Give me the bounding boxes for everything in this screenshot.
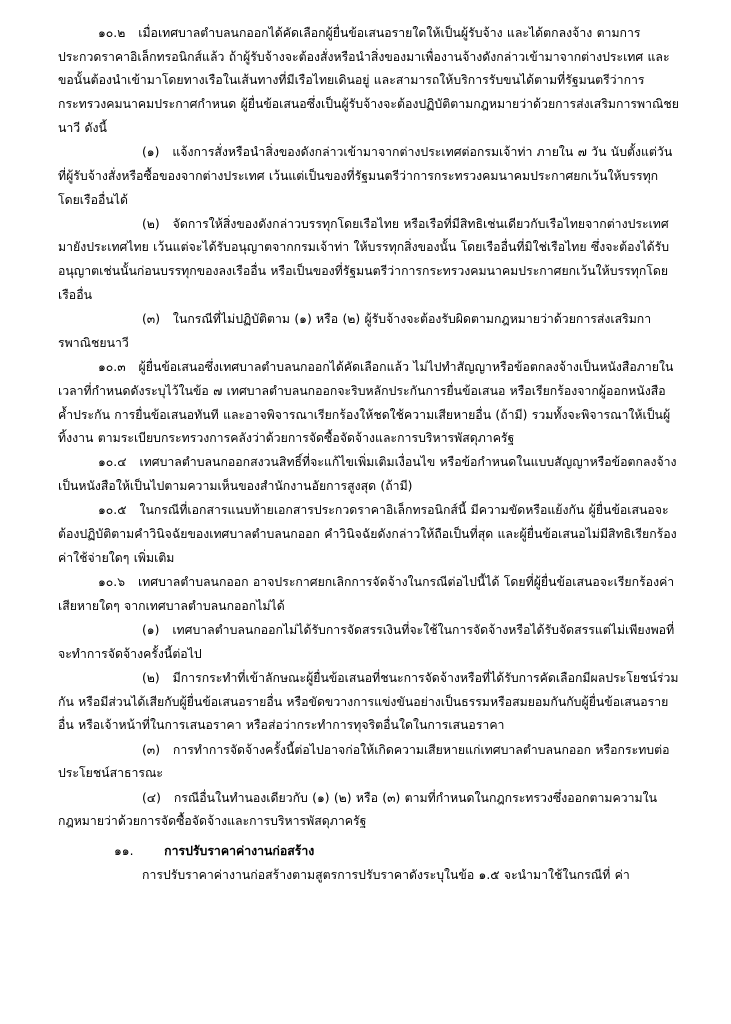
section-11-body: การปรับราคาค่างานก่อสร้างตามสูตรการปรับราคาดังระบุในข้อ ๑.๕ จะนำมาใช้ในกรณีที่ ค่า (142, 868, 630, 883)
section-11-number: ๑๑. (114, 843, 134, 858)
section-11-title: การปรับราคาค่างานก่อสร้าง (164, 843, 315, 858)
clause-10-2-item-1: (๑) แจ้งการสั่งหรือนำสิ่งของดังกล่าวเข้ามาจากต่างประเทศต่อกรมเจ้าท่า ภายใน ๗ วัน นับตั้งแต่วันที่ผู้รับจ้างสั่งหรือซื้อของจากต่างประเทศ เว้นแต่เป็นของที่รัฐมนตรีว่าการกระทรวงคมนาคมประกาศยกเว้นให้บรรทุกโดยเรืออื่นได้ (58, 145, 673, 207)
clause-10-6-item-3: (๓) การทำการจัดจ้างครั้งนี้ต่อไปอาจก่อให้เกิดความเสียหายแก่เทศบาลตำบลนกออก หรือกระทบต่อประโยชน์สาธารณะ (58, 742, 670, 781)
clause-10-6-item-1: (๑) เทศบาลตำบลนกออกไม่ได้รับการจัดสรรเงินที่จะใช้ในการจัดจ้างหรือได้รับจัดสรรแต่ไม่เพียงพอที่จะทำการจัดจ้างครั้งนี้ต่อไป (58, 622, 675, 661)
clause-10-6: ๑๐.๖ เทศบาลตำบลนกออก อาจประกาศยกเลิกการจัดจ้างในกรณีต่อไปนี้ได้ โดยที่ผู้ยื่นข้อเสนอจะเรียกร้องค่าเสียหายใดๆ จากเทศบาลตำบลนกออกไม่ได้ (58, 575, 675, 613)
section-11-heading (58, 840, 679, 864)
clause-10-6-item-4: (๔) กรณีอื่นในทำนองเดียวกับ (๑) (๒) หรือ (๓) ตามที่กำหนดในกฎกระทรวงซึ่งออกตามความในกฎหมายว่าด้วยการจัดซื้อจัดจ้างและการบริหารพัสดุภาครัฐ (58, 790, 658, 829)
clause-10-6-item-2: (๒) มีการกระทำที่เข้าลักษณะผู้ยื่นข้อเสนอที่ชนะการจัดจ้างหรือที่ได้รับการคัดเลือกมีผลประโยชน์ร่วมกัน หรือมีส่วนได้เสียกับผู้ยื่นข้อเสนอรายอื่น หรือขัดขวางการแข่งขันอย่างเป็นธรรมหรือสมยอมกันกับผู้ยื่นข้อเสนอรายอื่น หรือเจ้าหน้าที่ในการเสนอราคา หรือส่อว่ากระทำการทุจริตอื่นใดในการเสนอราคา (58, 670, 679, 733)
clause-10-4: ๑๐.๔ เทศบาลตำบลนกออกสงวนสิทธิ์ที่จะแก้ไขเพิ่มเติมเงื่อนไข หรือข้อกำหนดในแบบสัญญาหรือข้อตกลงจ้างเป็นหนังสือให้เป็นไปตามความเห็นของสำนักงานอัยการสูงสุด (ถ้ามี) (58, 455, 677, 494)
clause-10-2-item-2: (๒) จัดการให้สิ่งของดังกล่าวบรรทุกโดยเรือไทย หรือเรือที่มีสิทธิเช่นเดียวกับเรือไทยจากต่างประเทศมายังประเทศไทย เว้นแต่จะได้รับอนุญาตจากกรมเจ้าท่า ให้บรรทุกสิ่งของนั้น โดยเรืออื่นที่มิใช่เรือไทย ซึ่งจะต้องได้รับอนุญาตเช่นนั้นก่อนบรรทุกของลงเรืออื่น หรือเป็นของที่รัฐมนตรีว่าการกระทรวงคมนาคมประกาศยกเว้นให้บรรทุกโดยเรืออื่น (58, 216, 670, 302)
clause-10-5: ๑๐.๕ ในกรณีที่เอกสารแนบท้ายเอกสารประกวดราคาอิเล็กทรอนิกส์นี้ มีความขัดหรือแย้งกัน ผู้ยื่นข้อเสนอจะต้องปฏิบัติตามคำวินิจฉัยของเทศบาลตำบลนกออก คำวินิจฉัยดังกล่าวให้ถือเป็นที่สุด และผู้ยื่นข้อเสนอไม่มีสิทธิเรียกร้องค่าใช้จ่ายใดๆ เพิ่มเติม (58, 503, 677, 565)
clause-10-2: ๑๐.๒ เมื่อเทศบาลตำบลนกออกได้คัดเลือกผู้ยื่นข้อเสนอรายใดให้เป็นผู้รับจ้าง และได้ตกลงจ้าง ตามการประกวดราคาอิเล็กทรอนิกส์แล้ว ถ้าผู้รับจ้างจะต้องสั่งหรือนำสิ่งของมาเพื่องานจ้างดังกล่าวเข้ามาจากต่างประเทศ และขอนั้นต้องนำเข้ามาโดยทางเรือในเส้นทางที่มีเรือไทยเดินอยู่ และสามารถให้บริการรับขนได้ตามที่รัฐมนตรีว่าการกระทรวงคมนาคมประกาศกำหนด ผู้ยื่นข้อเสนอซึ่งเป็นผู้รับจ้างจะต้องปฏิบัติตามกฎหมายว่าด้วยการส่งเสริมการพาณิชยนาวี ดังนี้ (58, 26, 679, 135)
clause-10-3: ๑๐.๓ ผู้ยื่นข้อเสนอซึ่งเทศบาลตำบลนกออกได้คัดเลือกแล้ว ไม่ไปทำสัญญาหรือข้อตกลงจ้างเป็นหนังสือภายในเวลาที่กำหนดดังระบุไว้ในข้อ ๗ เทศบาลตำบลนกออกจะริบหลักประกันการยื่นข้อเสนอ หรือเรียกร้องจากผู้ออกหนังสือค้ำประกัน การยื่นข้อเสนอทันที และอาจพิจารณาเรียกร้องให้ชดใช้ความเสียหายอื่น (ถ้ามี) รวมทั้งจะพิจารณาให้เป็นผู้ทิ้งงาน ตามระเบียบกระทรวงการคลังว่าด้วยการจัดซื้อจัดจ้างและการบริหารพัสดุภาครัฐ (58, 360, 674, 446)
document-body (58, 22, 679, 888)
clause-10-2-item-3: (๓) ในกรณีที่ไม่ปฏิบัติตาม (๑) หรือ (๒) ผู้รับจ้างจะต้องรับผิดตามกฎหมายว่าด้วยการส่งเสริมการพาณิชยนาวี (58, 312, 652, 350)
